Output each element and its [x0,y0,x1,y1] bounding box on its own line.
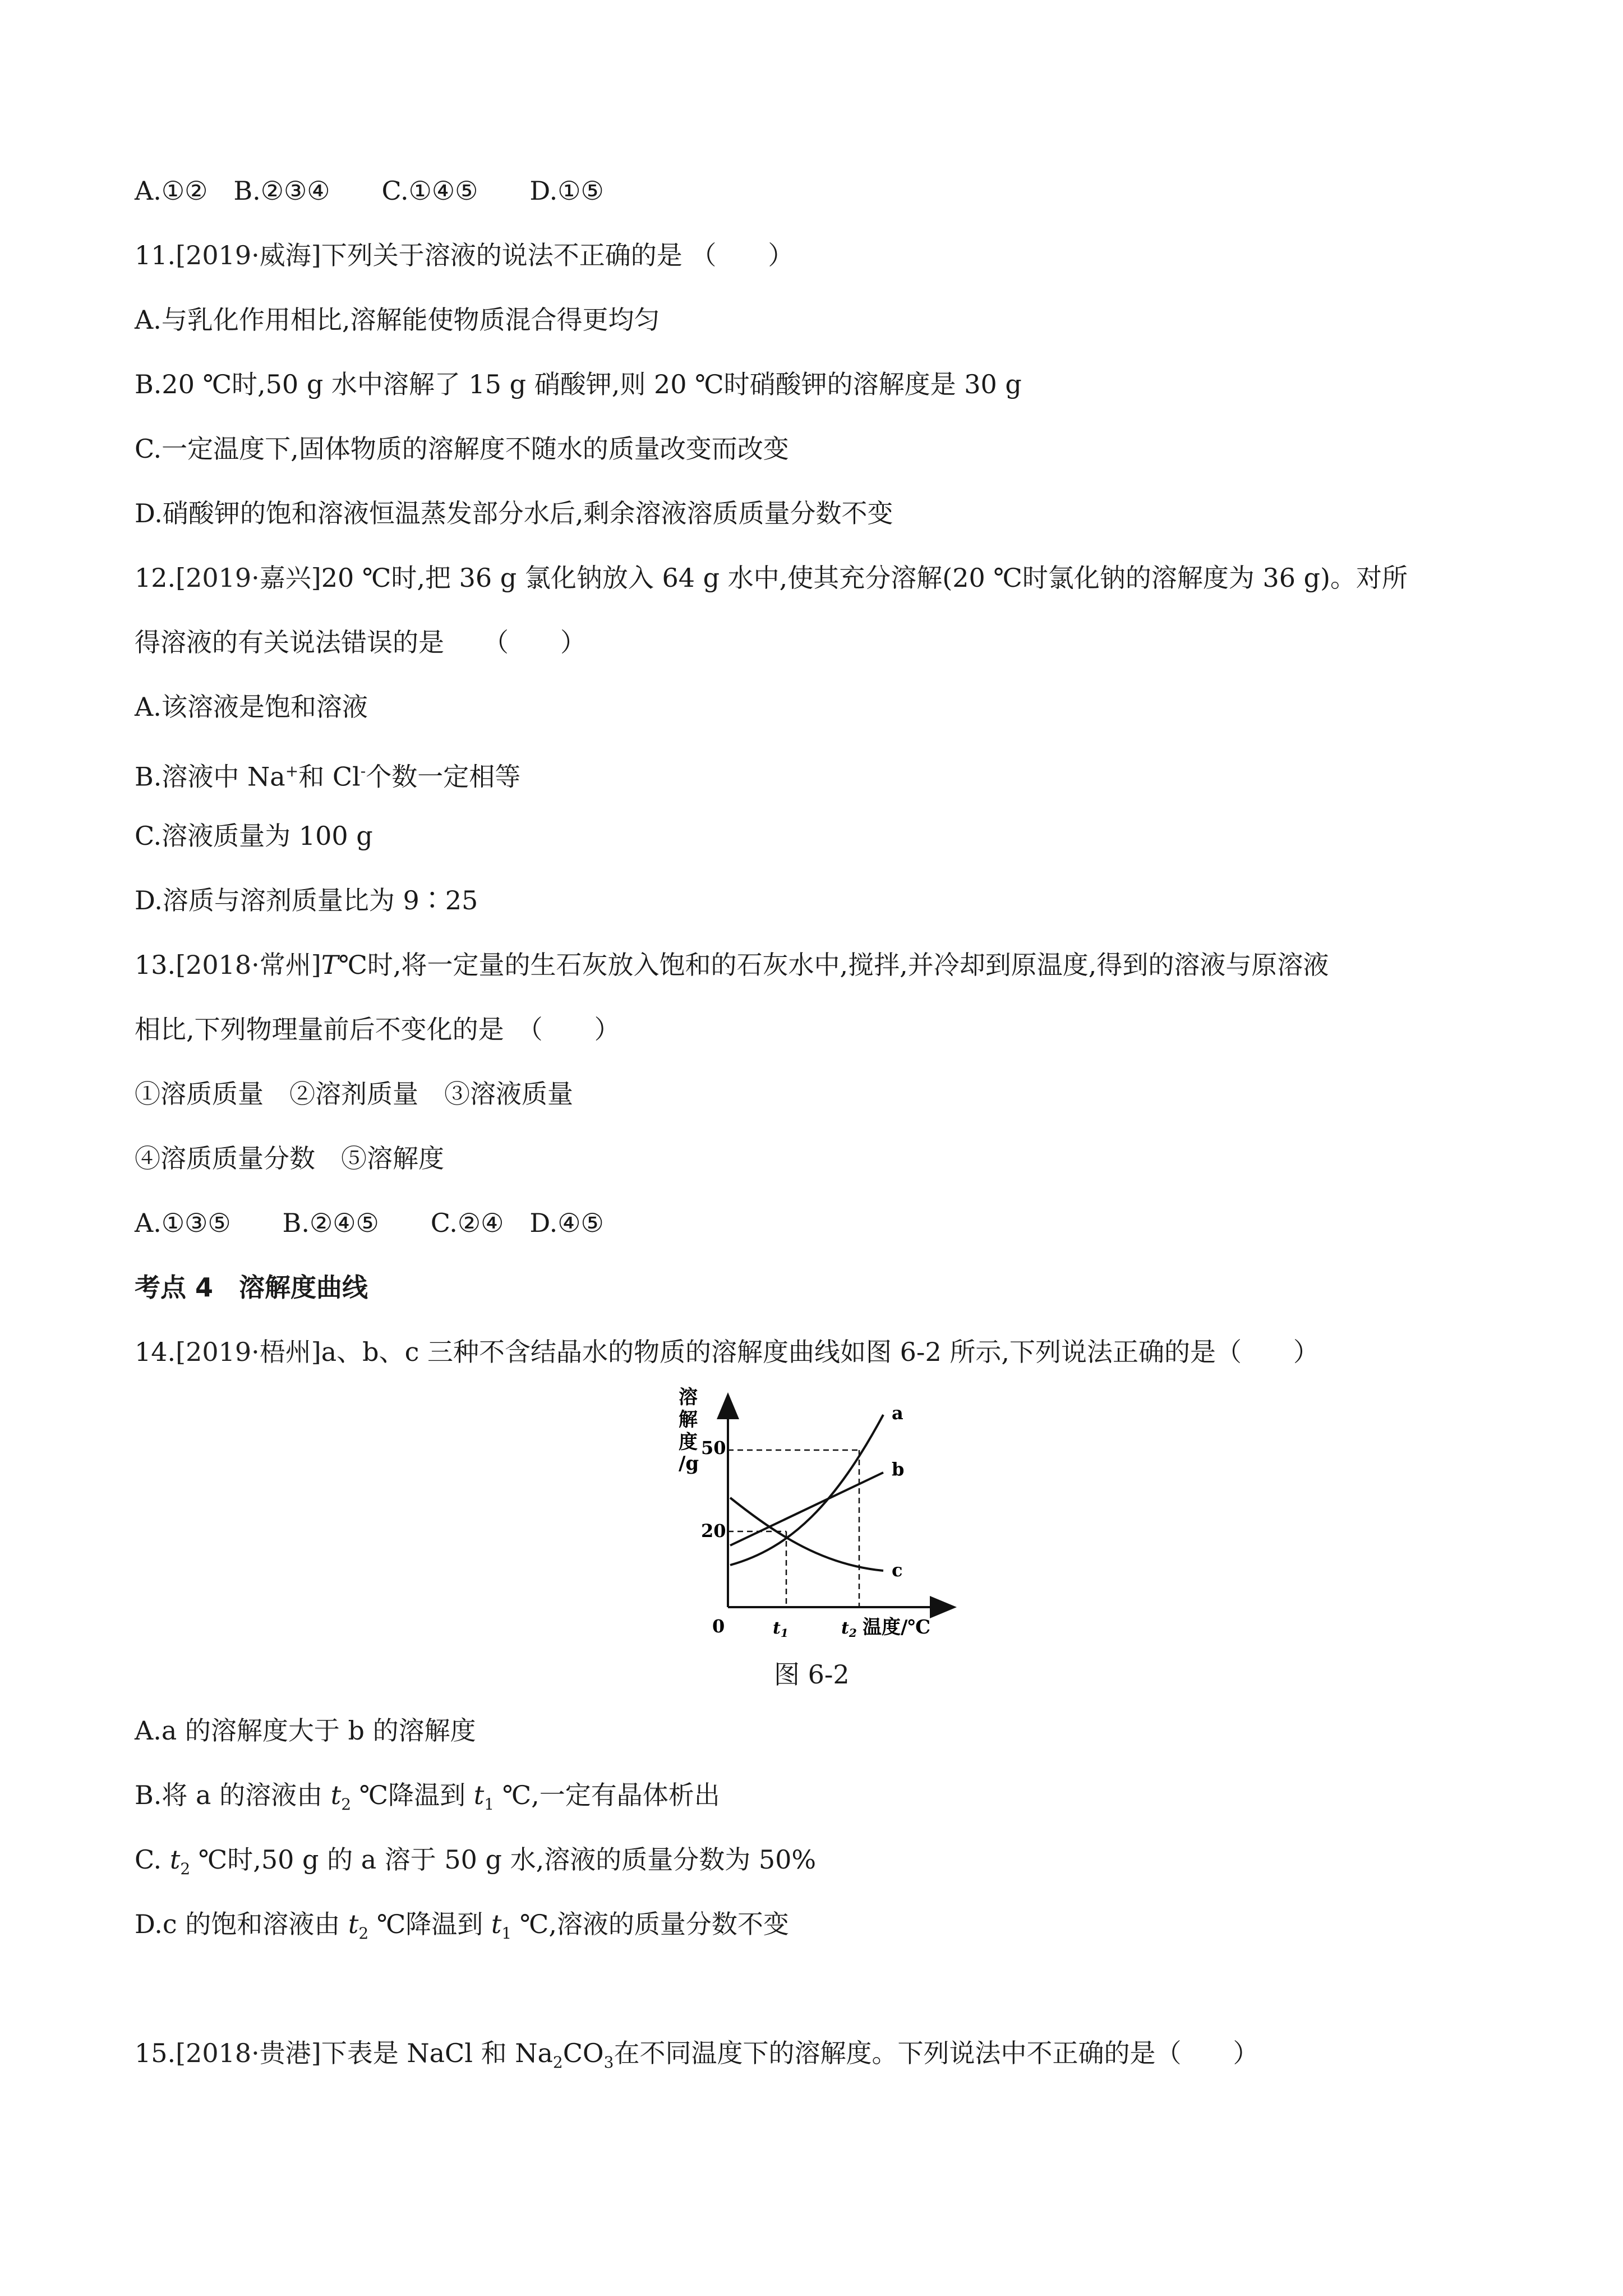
q13-italic-t: T [321,950,339,980]
q12-source: [2019·嘉兴] [176,563,321,593]
q11-number: 11. [135,240,176,270]
q14-option-b-sub: 2 [341,1795,352,1814]
q14-option-b-part1: B.将 a 的溶液由 [135,1780,331,1810]
series-label-c: c [892,1559,903,1581]
q15-source: [2018·贵港] [176,2038,321,2068]
q15-number: 15. [135,2038,176,2068]
q13-stem-line2: 相比,下列物理量前后不变化的是 （ ） [135,1014,620,1045]
q13-options: A.①③⑤ B.②④⑤ C.②④ D.④⑤ [135,1208,604,1238]
q14-option-d-part3: ℃,溶液的质量分数不变 [511,1909,789,1939]
q12-option-b-sup1: + [285,762,299,780]
ylabel-char3: 度 [679,1431,698,1453]
q15-sub1: 2 [552,2053,563,2072]
solubility-chart [667,1380,959,1638]
x-tick-t2: $t_2$ [841,1618,857,1638]
q14-option-d-t: t [348,1909,359,1939]
q13-stem-line1 [135,948,1329,982]
q13-stem-text: ℃时,将一定量的生石灰放入饱和的石灰水中,搅拌,并冷却到原温度,得到的溶液与原溶液 [338,950,1329,980]
q12-option-b-post: 个数一定相等 [366,761,521,792]
xlabel: 温度/℃ [863,1616,931,1638]
q15-stem-pre: 下表是 NaCl 和 Na [321,2038,553,2068]
q14-option-d-part1: D.c 的饱和溶液由 [135,1909,348,1939]
q11-stem [135,238,794,272]
figure-caption: 图 6-2 [774,1659,850,1690]
q12-number: 12. [135,563,176,593]
q14-option-d-t2: t [491,1909,502,1939]
q13-items-line2: ④溶质质量分数 ⑤溶解度 [135,1143,444,1174]
q14-option-b-t: t [330,1780,342,1810]
ylabel-unit: /g [679,1452,699,1475]
q12-option-d: D.溶质与溶剂质量比为 9∶25 [135,885,478,915]
q14-option-c-sub: 2 [180,1860,191,1879]
q12-stem-text: 20 ℃时,把 36 g 氯化钠放入 64 g 水中,使其充分溶解(20 ℃时氯化钠的溶解度为 36 g)。对所 [321,563,1408,593]
y-tick-20: 20 [701,1520,726,1542]
q12-option-c: C.溶液质量为 100 g [135,821,373,851]
q12-option-b-mid: 和 Cl [298,761,361,792]
q12-stem-line1 [135,561,1408,595]
curve-b [730,1473,883,1545]
q15-sub2: 3 [603,2053,614,2072]
q14-option-d-sub2: 1 [501,1924,512,1943]
q12-option-b-sup2: - [360,762,366,780]
curve-a [730,1415,883,1565]
q14-option-a: A.a 的溶解度大于 b 的溶解度 [135,1715,476,1746]
q14-option-b-part2: ℃降温到 [351,1780,474,1810]
q11-option-c: C.一定温度下,固体物质的溶解度不随水的质量改变而改变 [135,434,789,464]
q14-option-d [135,1907,789,1950]
section-title: 考点 4 溶解度曲线 [135,1272,368,1303]
series-label-b: b [892,1458,905,1480]
q14-option-b-t2: t [473,1780,485,1810]
q11-option-d: D.硝酸钾的饱和溶液恒温蒸发部分水后,剩余溶液溶质质量分数不变 [135,498,893,528]
q11-option-a: A.与乳化作用相比,溶解能使物质混合得更均匀 [135,305,660,335]
q14-option-c-part1: C. [135,1844,170,1875]
q14-number: 14. [135,1337,176,1367]
q11-option-b: B.20 ℃时,50 g 水中溶解了 15 g 硝酸钾,则 20 ℃时硝酸钾的溶解度是 30 g [135,369,1022,399]
series-label-a: a [892,1402,903,1424]
q12-stem-line2: 得溶液的有关说法错误的是 （ ） [135,627,586,657]
ylabel-char1: 溶 [679,1386,698,1409]
q14-option-c-part2: ℃时,50 g 的 a 溶于 50 g 水,溶液的质量分数为 50% [190,1844,817,1875]
q11-source: [2019·威海] [176,240,321,270]
q13-source: [2018·常州] [176,950,321,980]
y-tick-50: 50 [701,1437,726,1458]
q15-stem [135,2036,1258,2079]
origin-label: 0 [712,1616,725,1637]
q13-items-line1: ①溶质质量 ②溶剂质量 ③溶液质量 [135,1079,573,1109]
q14-option-d-sub: 2 [358,1924,369,1943]
q12-option-b [135,754,520,793]
q13-number: 13. [135,950,176,980]
q15-stem-post: 在不同温度下的溶解度。下列说法中不正确的是（ ） [614,2038,1259,2068]
q10-options: A.①② B.②③④ C.①④⑤ D.①⑤ [135,176,604,206]
q14-option-c [135,1843,816,1886]
ylabel-char2: 解 [679,1409,698,1431]
q11-stem-text: 下列关于溶液的说法不正确的是 （ ） [321,240,794,270]
q14-option-c-t: t [169,1844,181,1875]
q14-option-d-part2: ℃降温到 [368,1909,491,1939]
q14-option-b [135,1778,720,1821]
x-tick-t1: $t_1$ [773,1618,789,1638]
q14-source: [2019·梧州] [176,1337,321,1367]
q14-option-b-sub2: 1 [484,1795,495,1814]
q12-option-b-pre: B.溶液中 Na [135,761,285,792]
q12-option-a: A.该溶液是饱和溶液 [135,692,368,722]
q14-stem [135,1335,1319,1369]
q15-stem-mid: CO [562,2038,604,2068]
q14-option-b-part3: ℃,一定有晶体析出 [494,1780,720,1810]
q14-stem-text: a、b、c 三种不含结晶水的物质的溶解度曲线如图 6-2 所示,下列说法正确的是（ ） [321,1337,1319,1367]
